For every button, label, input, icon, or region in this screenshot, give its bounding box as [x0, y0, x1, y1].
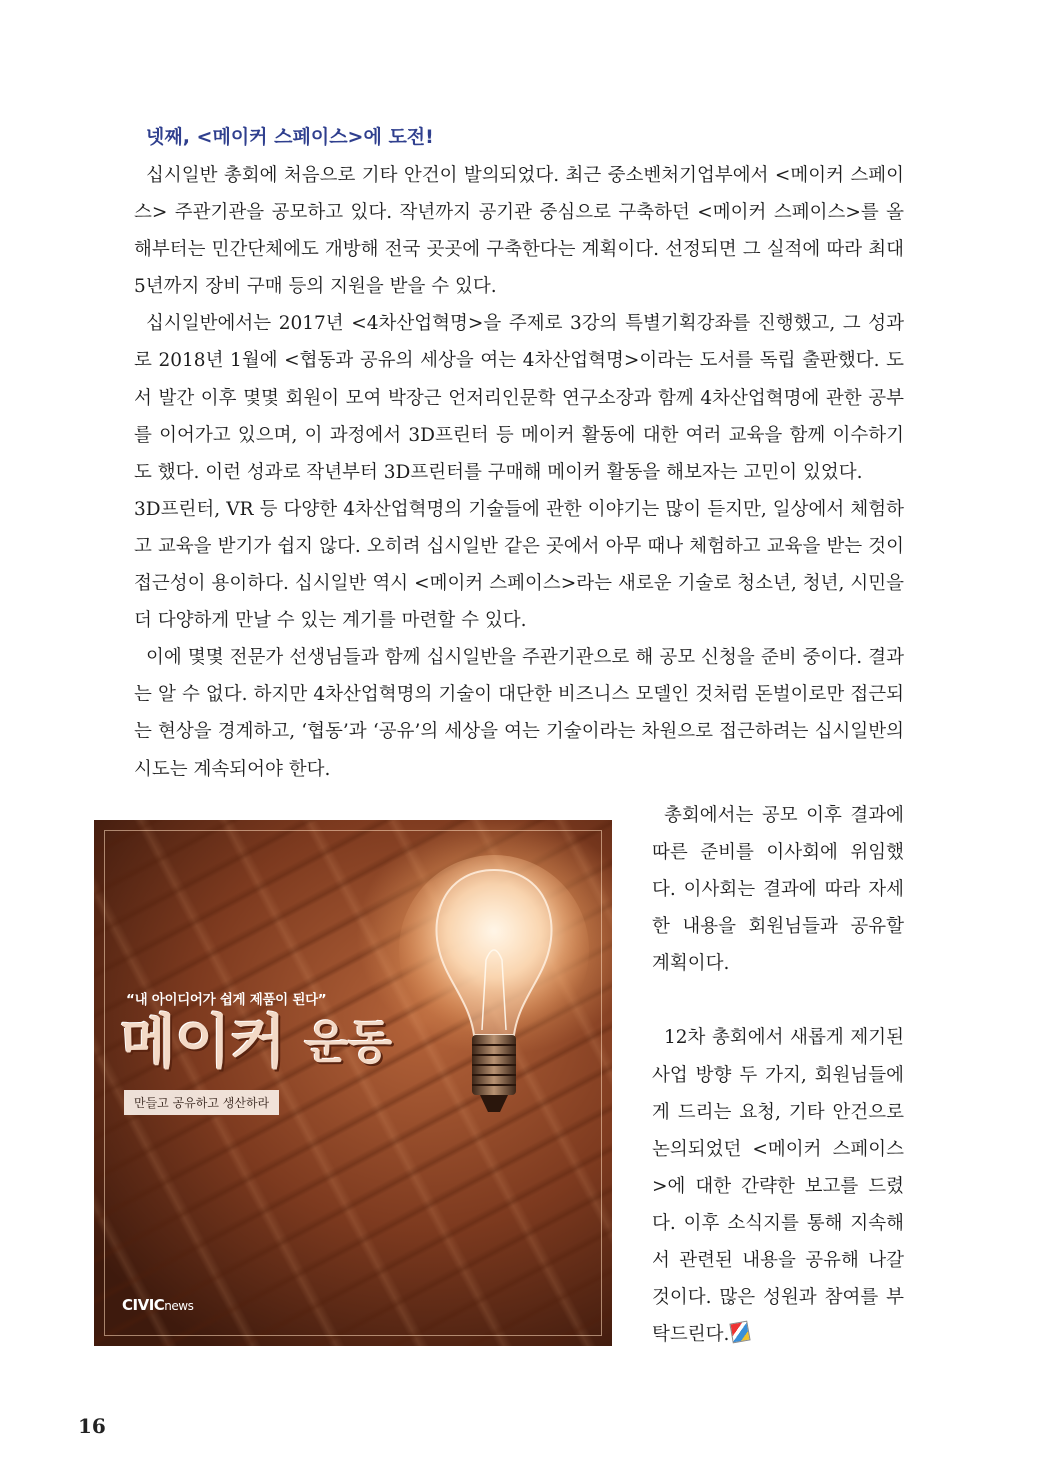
paragraph: 이에 몇몇 전문가 선생님들과 함께 십시일반을 주관기관으로 해 공모 신청을 준비 중이다. 결과는 알 수 없다. 하지만 4차산업혁명의 기술이 대단한 비즈니스 모델인 것처럼 돈벌이로만 접근되는 현상을 경계하고, ‘협동’과 ‘공유’의 세상을 여는 기술이라는 차원으로 접근하려는 십시일반의 시도는 계속되어야 한다. — [134, 647, 904, 780]
civic-news-logo — [122, 1296, 193, 1314]
side-paragraph: 총회에서는 공모 이후 결과에 따른 준비를 이사회에 위임했다. 이사회는 결과에 따라 자세한 내용을 회원님들과 공유할 계획이다. — [652, 805, 904, 975]
magazine-cover-image — [94, 820, 612, 1346]
cover-tagline: 만들고 공유하고 생산하라 — [124, 1090, 279, 1115]
paragraph: 십시일반 총회에 처음으로 기타 안건이 발의되었다. 최근 중소벤처기업부에서 <메이커 스페이스> 주관기관을 공모하고 있다. 작년까지 공기관 중심으로 구축하던 <메이커 스페이스>를 올해부터는 민간단체에도 개방해 전국 곳곳에 구축한다는 계획이다. 선정되면 그 실적에 따라 최대 5년까지 장비 구매 등의 지원을 받을 수 있다. — [134, 165, 904, 298]
cover-title — [120, 1008, 391, 1076]
side-text-column — [652, 797, 904, 1353]
side-paragraph — [652, 1019, 904, 1353]
main-text-block — [134, 157, 904, 788]
logo-news: news — [164, 1299, 194, 1313]
section-heading: 넷째, <메이커 스페이스>에 도전! — [146, 126, 434, 148]
logo-civic: CIVIC — [122, 1296, 165, 1314]
cover-title-part2: 운동 — [304, 1015, 392, 1069]
cover-quote: “내 아이디어가 쉽게 제품이 된다” — [126, 992, 327, 1008]
paragraph: 십시일반에서는 2017년 <4차산업혁명>을 주제로 3강의 특별기획강좌를 진행했고, 그 성과로 2018년 1월에 <협동과 공유의 세상을 여는 4차산업혁명>이라는 도서를 독립 출판했다. 도서 발간 이후 몇몇 회원이 모여 박장근 언저리인문학 연구소장과 함께 4차산업혁명에 관한 공부를 이어가고 있으며, 이 과정에서 3D프린터 등 메이커 활동에 대한 여러 교육을 함께 이수하기도 했다. 이런 성과로 작년부터 3D프린터를 구매해 메이커 활동을 해보자는 고민이 있었다. — [134, 313, 904, 483]
paragraph: 3D프린터, VR 등 다양한 4차산업혁명의 기술들에 관한 이야기는 많이 듣지만, 일상에서 체험하고 교육을 받기가 쉽지 않다. 오히려 십시일반 같은 곳에서 아무 때나 체험하고 교육을 받는 것이 접근성이 용이하다. 십시일반 역시 <메이커 스페이스>라는 새로운 기술로 청소년, 청년, 시민을 더 다양하게 만날 수 있는 계기를 마련할 수 있다. — [134, 498, 904, 632]
page-number: 16 — [78, 1414, 106, 1438]
end-mark-icon — [730, 1321, 751, 1344]
side-paragraph-text: 12차 총회에서 새롭게 제기된 사업 방향 두 가지, 회원님들에게 드리는 요청, 기타 안건으로 논의되었던 <메이커 스페이스>에 대한 간략한 보고를 드렸다. 이후 소식지를 통해 지속해서 관련된 내용을 공유해 나갈 것이다. 많은 성원과 참여를 부탁드린다. — [652, 1027, 904, 1346]
cover-title-part1: 메이커 — [120, 1008, 286, 1076]
light-bulb-icon — [394, 840, 594, 1170]
